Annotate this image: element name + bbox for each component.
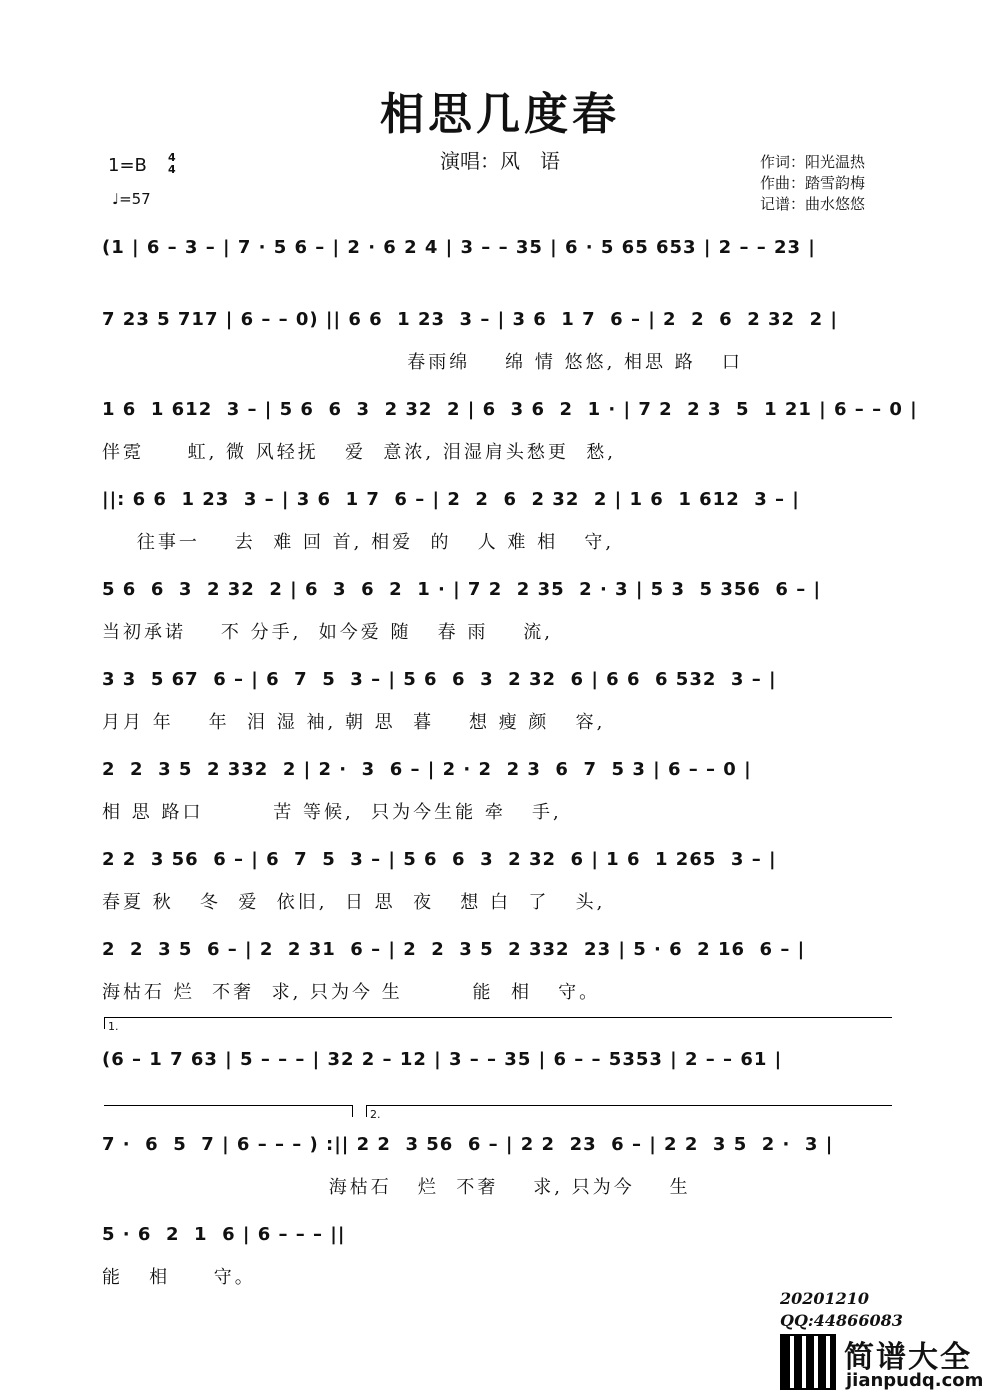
- time-signature: [168, 152, 176, 176]
- volta-second-tick: [366, 1105, 367, 1117]
- lyric-line: 能 相 守。: [102, 1267, 256, 1288]
- lyric-line: 当初承诺 不 分手, 如今爱 随 春 雨 流,: [102, 622, 553, 643]
- volta-first-line: [104, 1017, 892, 1018]
- lyric-line: 月月 年 年 泪 湿 袖, 朝 思 暮 想 瘦 颜 容,: [102, 712, 606, 733]
- logo-site: jianpudq.com: [846, 1370, 984, 1391]
- notation-line: 5 6 6 3 2 32 2 | 6 3 6 2 1 · | 7 2 2 35 2 · 3 | 5 3 5 356 6 – |: [102, 579, 822, 600]
- piano-keys-icon: [780, 1334, 836, 1390]
- volta-first-continuation: [104, 1105, 352, 1106]
- credits: [760, 152, 865, 215]
- notation-line: 2 2 3 5 2 332 2 | 2 · 3 6 – | 2 · 2 2 3 6 7 5 3 | 6 – – 0 |: [102, 759, 752, 780]
- notation-line: 3 3 5 67 6 – | 6 7 5 3 – | 5 6 6 3 2 32 6 | 6 6 6 532 3 – |: [102, 669, 777, 690]
- volta-second-line: [366, 1105, 892, 1106]
- notation-line: (6 – 1 7 63 | 5 – – – | 32 2 – 12 | 3 – – 35 | 6 – – 5353 | 2 – – 61 |: [102, 1049, 783, 1070]
- notation-line: 2 2 3 56 6 – | 6 7 5 3 – | 5 6 6 3 2 32 6 | 1 6 1 265 3 – |: [102, 849, 777, 870]
- notation-line: 2 2 3 5 6 – | 2 2 31 6 – | 2 2 3 5 2 332 23 | 5 · 6 2 16 6 – |: [102, 939, 806, 960]
- transcriber: 记谱：曲水悠悠: [760, 195, 866, 213]
- composer: 作曲：踏雪韵梅: [760, 174, 866, 192]
- lyric-line: 往事一 去 难 回 首, 相爱 的 人 难 相 守,: [102, 532, 615, 553]
- lyric-line: 春夏 秋 冬 爱 依旧, 日 思 夜 想 白 了 头,: [102, 892, 606, 913]
- notation-line: ||: 6 6 1 23 3 – | 3 6 1 7 6 – | 2 2 6 2 32 2 | 1 6 1 612 3 – |: [102, 489, 800, 510]
- notation-line: 5 · 6 2 1 6 | 6 – – – ||: [102, 1224, 346, 1245]
- lyric-line: 伴霓 虹, 微 风轻抚 爱 意浓, 泪湿肩头愁更 愁,: [102, 442, 616, 463]
- volta-first-end-tick: [352, 1105, 353, 1117]
- notation-line: (1 | 6 – 3 – | 7 · 5 6 – | 2 · 6 2 4 | 3 – – 35 | 6 · 5 65 653 | 2 – – 23 |: [102, 237, 816, 258]
- song-title: 相思几度春: [380, 89, 620, 140]
- lyricist: 作词：阳光温热: [760, 153, 866, 171]
- key-signature: 1=B: [108, 155, 147, 176]
- time-signature-bottom: 4: [168, 163, 176, 176]
- logo-name: 简谱大全: [844, 1340, 972, 1375]
- lyric-line: 春雨绵 绵 情 悠悠, 相思 路 口: [102, 352, 743, 373]
- site-logo: [780, 1332, 998, 1396]
- transcription-info: [780, 1288, 903, 1332]
- transcription-date: 20201210: [780, 1289, 870, 1308]
- lyric-line: 海枯石 烂 不奢 求, 只为今 生: [102, 1177, 691, 1198]
- qq-number: QQ:44866083: [780, 1311, 903, 1330]
- notation-line: 7 23 5 717 | 6 – – 0) || 6 6 1 23 3 – | 3 6 1 7 6 – | 2 2 6 2 32 2 |: [102, 309, 838, 330]
- notation-line: 1 6 1 612 3 – | 5 6 6 3 2 32 2 | 6 3 6 2 1 · | 7 2 2 3 5 1 21 | 6 – – 0 |: [102, 399, 918, 420]
- volta-first-tick: [104, 1017, 105, 1029]
- lyric-line: 海枯石 烂 不奢 求, 只为今 生 能 相 守。: [102, 982, 601, 1003]
- notation-line: 7 · 6 5 7 | 6 – – – ) :|| 2 2 3 56 6 – | 2 2 23 6 – | 2 2 3 5 2 · 3 |: [102, 1134, 834, 1155]
- singer-line: 演唱：风 语: [440, 149, 560, 173]
- lyric-line: 相 思 路口 苦 等候, 只为今生能 牵 手,: [102, 802, 562, 823]
- tempo-marking: ♩=57: [112, 190, 151, 208]
- time-signature-top: 4: [168, 151, 176, 164]
- volta-first-label: 1.: [108, 1020, 119, 1033]
- volta-second-label: 2.: [370, 1108, 381, 1121]
